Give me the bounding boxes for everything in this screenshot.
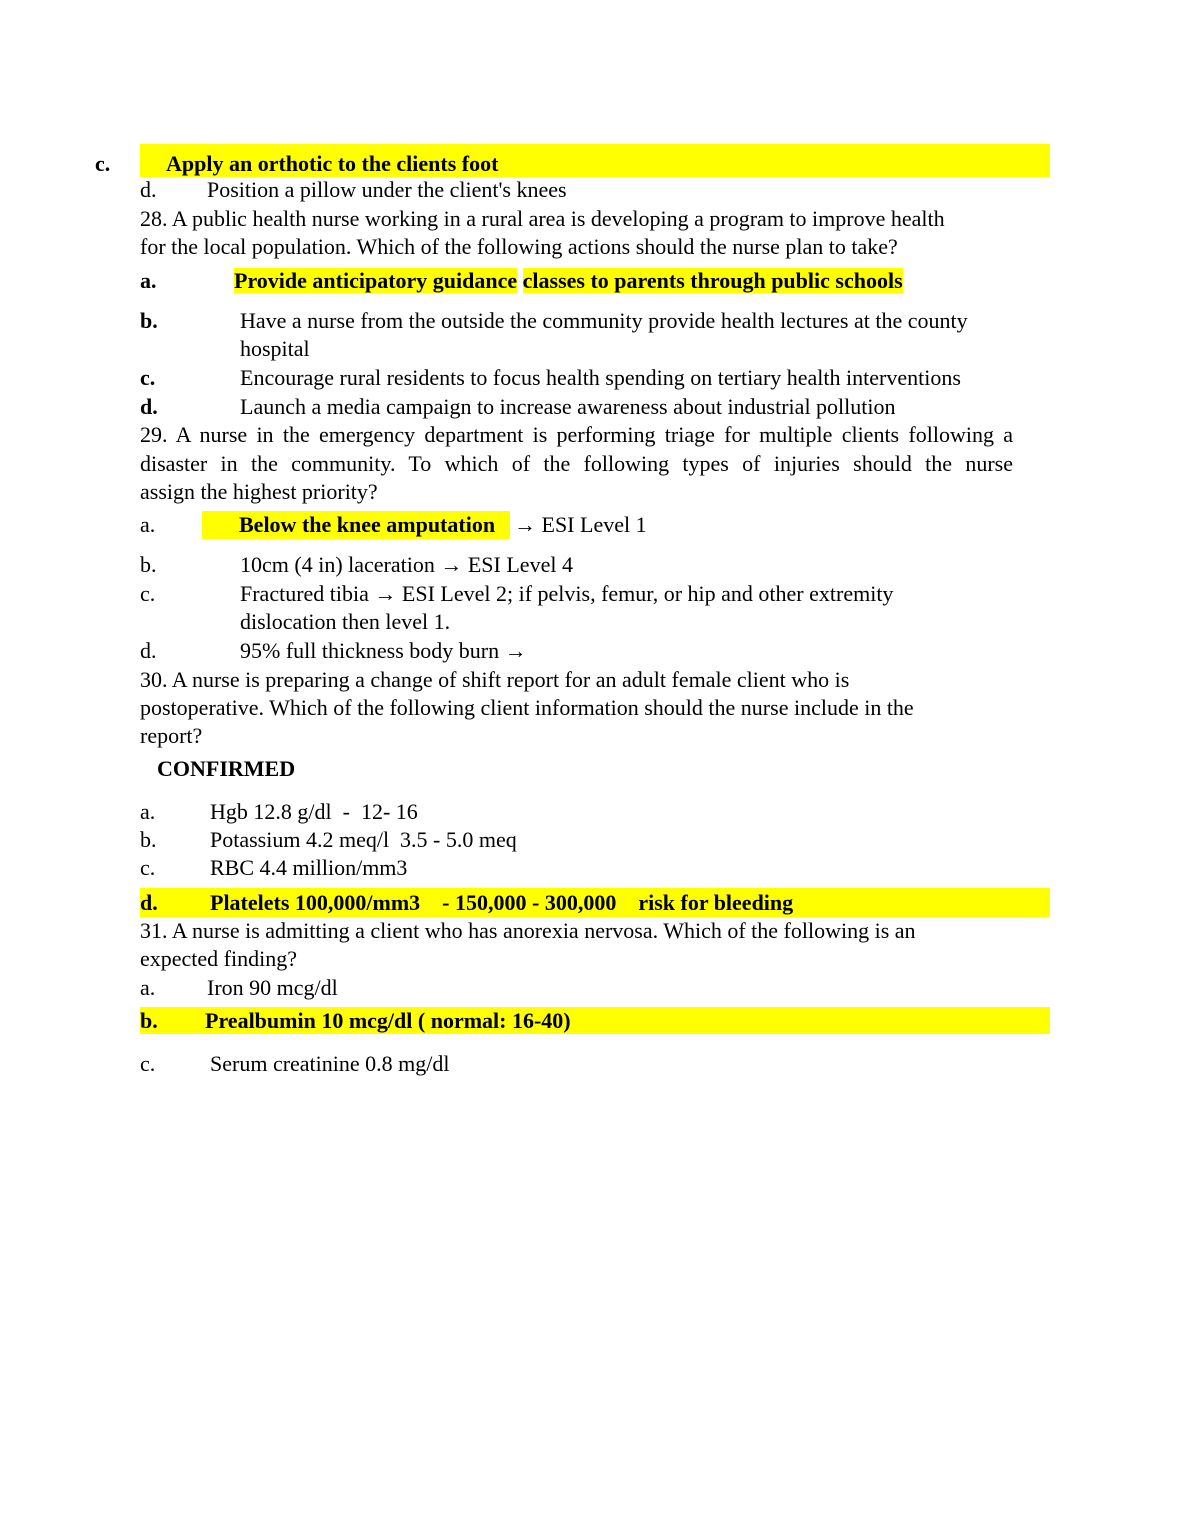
q29-c-letter: c. xyxy=(140,581,156,606)
q28-d-text: Launch a media campaign to increase awareness about industrial pollution xyxy=(240,394,896,419)
q31-b-letter: b. xyxy=(140,1008,158,1033)
q28-b-text-line-2: hospital xyxy=(240,336,310,361)
q28-d-letter: d. xyxy=(140,394,158,419)
q28-b-text-line-1: Have a nurse from the outside the community provide health lectures at the county xyxy=(240,308,968,333)
q30-b-letter: b. xyxy=(140,827,157,852)
q28-c-letter: c. xyxy=(140,365,156,390)
q29-c-text-line-2: dislocation then level 1. xyxy=(240,609,451,634)
q29-stem-line-1: 29. A nurse in the emergency department is performing triage for multiple clients following a xyxy=(140,422,1013,447)
q28-a-answer-part-2: classes to parents through public schools xyxy=(522,268,903,293)
q30-d-letter: d. xyxy=(140,890,158,915)
q30-stem-line-2: postoperative. Which of the following client information should the nurse include in the xyxy=(140,695,914,720)
q30-d-answer: Platelets 100,000/mm3 - 150,000 - 300,000 risk for bleeding xyxy=(210,890,794,915)
q30-stem-line-1: 30. A nurse is preparing a change of shift report for an adult female client who is xyxy=(140,667,850,692)
q29-a-letter: a. xyxy=(140,512,156,537)
q27-d-text: Position a pillow under the client's knees xyxy=(207,177,567,202)
q28-a-answer-part-1: Provide anticipatory guidance xyxy=(234,268,518,293)
q28-stem-line-2: for the local population. Which of the following actions should the nurse plan to take? xyxy=(140,234,898,259)
q31-c-letter: c. xyxy=(140,1051,156,1076)
q31-b-answer: Prealbumin 10 mcg/dl ( normal: 16-40) xyxy=(205,1008,571,1033)
q29-d-text: 95% full thickness body burn → xyxy=(240,638,527,663)
q27-d-letter: d. xyxy=(140,177,157,202)
q27-c-answer: Apply an orthotic to the clients foot xyxy=(166,151,499,176)
confirmed-label: CONFIRMED xyxy=(157,756,296,781)
q31-stem-line-2: expected finding? xyxy=(140,946,297,971)
q31-stem-line-1: 31. A nurse is admitting a client who has anorexia nervosa. Which of the following is an xyxy=(140,918,916,943)
q31-a-letter: a. xyxy=(140,975,156,1000)
q28-b-letter: b. xyxy=(140,308,158,333)
q29-stem-line-2: disaster in the community. To which of the following types of injuries should the nurse xyxy=(140,451,1013,476)
q28-a-letter: a. xyxy=(140,268,157,293)
q28-a-answer xyxy=(234,267,903,295)
q29-stem-line-3: assign the highest priority? xyxy=(140,479,378,504)
q30-stem-line-3: report? xyxy=(140,723,203,748)
q29-a-answer: Below the knee amputation xyxy=(239,512,496,537)
q31-a-text: Iron 90 mcg/dl xyxy=(207,975,338,1000)
q30-c-text: RBC 4.4 million/mm3 xyxy=(210,855,408,880)
q27-c-letter: c. xyxy=(95,151,111,176)
q30-a-letter: a. xyxy=(140,799,156,824)
q29-a-note: → ESI Level 1 xyxy=(514,512,647,537)
q30-c-letter: c. xyxy=(140,855,156,880)
q29-b-letter: b. xyxy=(140,552,157,577)
q29-d-letter: d. xyxy=(140,638,157,663)
q28-stem-line-1: 28. A public health nurse working in a rural area is developing a program to improve health xyxy=(140,206,945,231)
q31-c-text: Serum creatinine 0.8 mg/dl xyxy=(210,1051,450,1076)
q30-b-text: Potassium 4.2 meq/l 3.5 - 5.0 meq xyxy=(210,827,517,852)
q29-b-text: 10cm (4 in) laceration → ESI Level 4 xyxy=(240,552,573,577)
q30-a-text: Hgb 12.8 g/dl - 12- 16 xyxy=(210,799,418,824)
q28-c-text: Encourage rural residents to focus health spending on tertiary health interventions xyxy=(240,365,961,390)
q29-c-text-line-1: Fractured tibia → ESI Level 2; if pelvis, femur, or hip and other extremity xyxy=(240,581,894,606)
